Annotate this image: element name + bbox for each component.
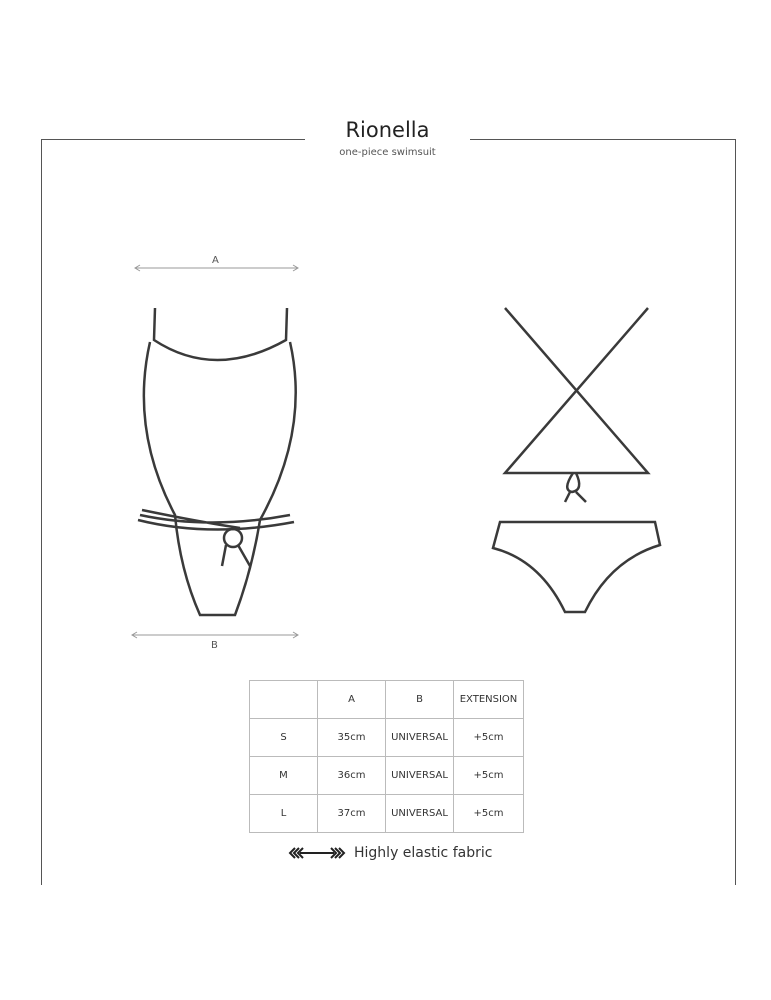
- table-header-row: [250, 681, 524, 719]
- back-view-bottom: [493, 522, 660, 612]
- table-header: EXTENSION: [454, 681, 524, 719]
- product-title: Rionella: [345, 118, 430, 142]
- table-cell: UNIVERSAL: [386, 757, 454, 795]
- table-cell: +5cm: [454, 757, 524, 795]
- table-cell: UNIVERSAL: [386, 719, 454, 757]
- table-cell: +5cm: [454, 719, 524, 757]
- front-view-swimsuit: [138, 308, 296, 615]
- table-header: A: [318, 681, 386, 719]
- table-row: [250, 757, 524, 795]
- dimension-arrow-b: [132, 632, 298, 638]
- stretch-arrow-icon: [288, 846, 346, 860]
- elastic-note: [288, 845, 492, 861]
- table-row: [250, 795, 524, 833]
- table-cell: L: [250, 795, 318, 833]
- table-cell: +5cm: [454, 795, 524, 833]
- product-subtitle: one-piece swimsuit: [339, 147, 436, 158]
- table-cell: 36cm: [318, 757, 386, 795]
- size-table: [249, 680, 524, 833]
- table-cell: M: [250, 757, 318, 795]
- table-header: [250, 681, 318, 719]
- table-cell: 35cm: [318, 719, 386, 757]
- elastic-note-text: Highly elastic fabric: [354, 845, 493, 861]
- table-header: B: [386, 681, 454, 719]
- table-cell: UNIVERSAL: [386, 795, 454, 833]
- table-cell: 37cm: [318, 795, 386, 833]
- table-row: [250, 719, 524, 757]
- back-view-top: [505, 308, 648, 502]
- table-cell: S: [250, 719, 318, 757]
- dimension-label-a: A: [212, 255, 219, 266]
- dimension-label-b: B: [211, 640, 218, 651]
